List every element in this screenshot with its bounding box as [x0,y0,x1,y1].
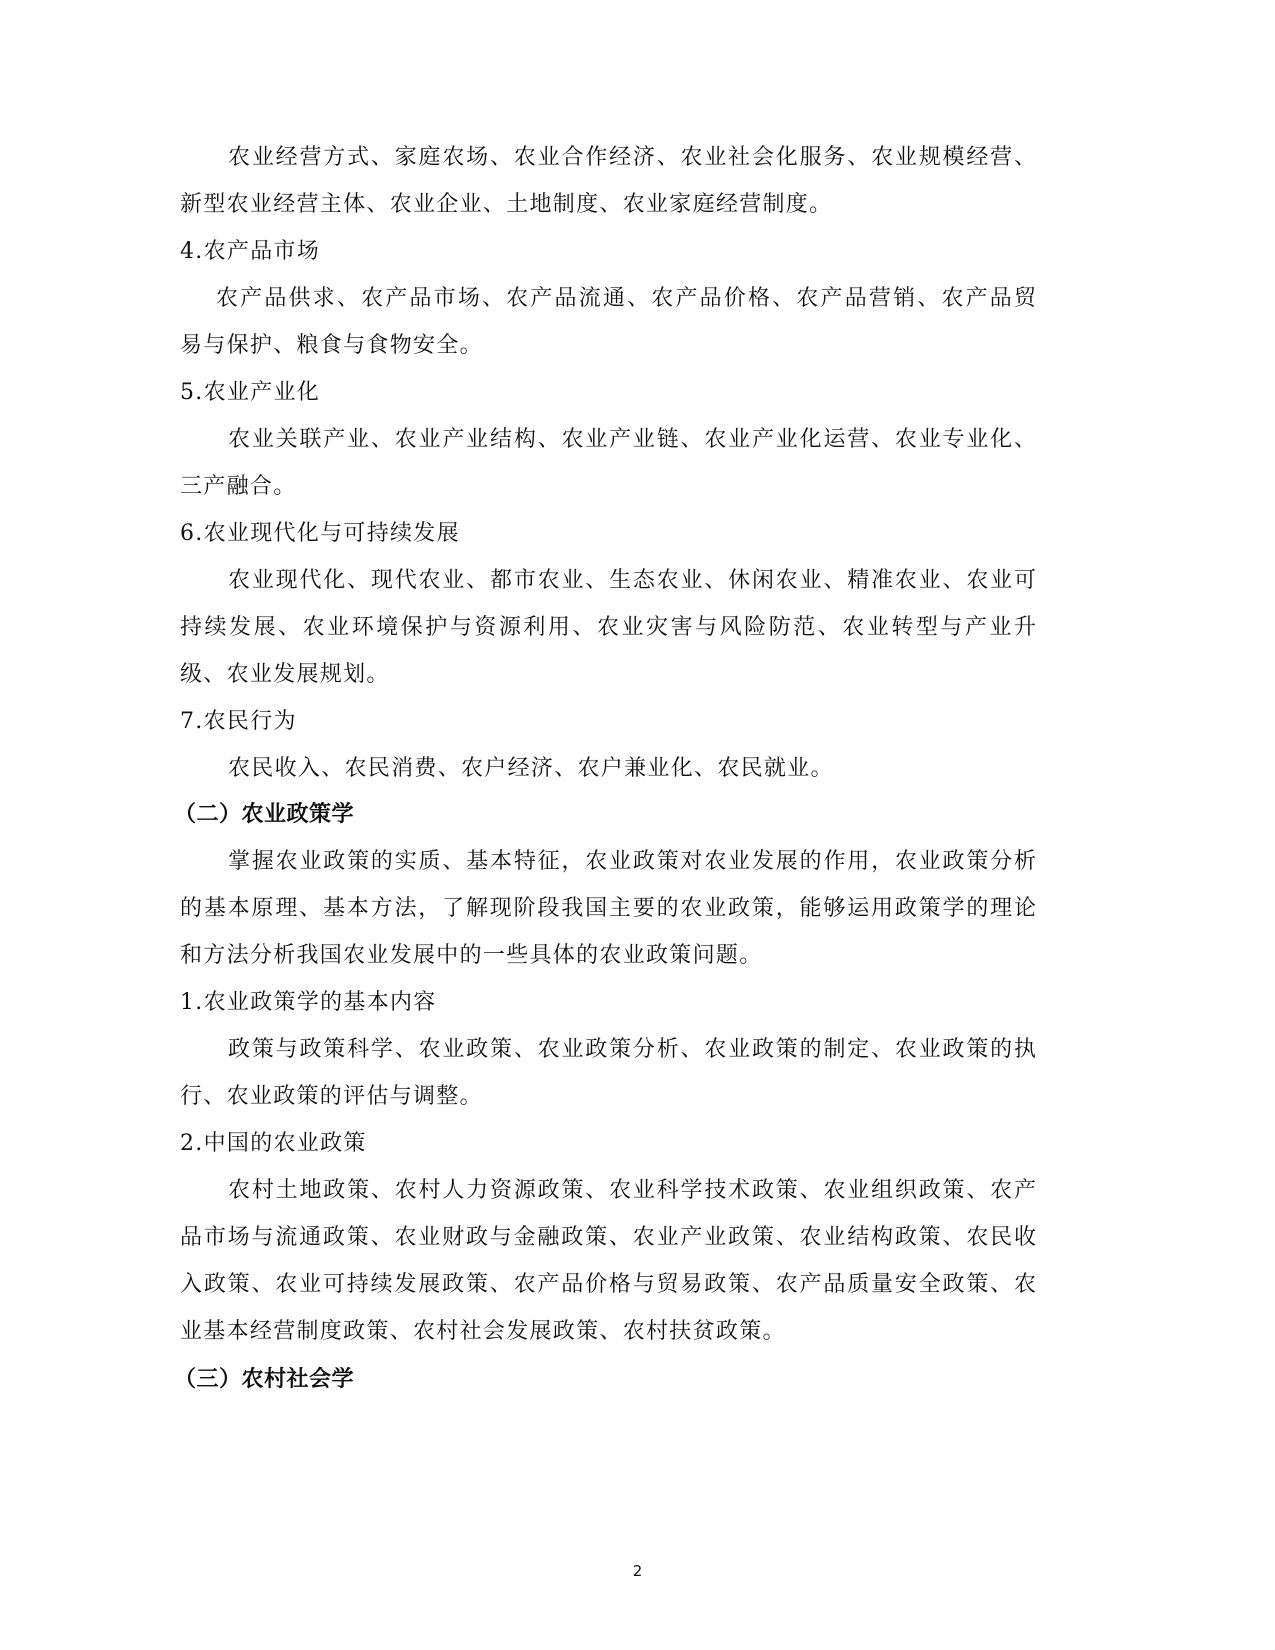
list-item-heading: 1.农业政策学的基本内容 [180,990,437,1015]
paragraph-line: 掌握农业政策的实质、基本特征，农业政策对农业发展的作用，农业政策分析 [228,849,1036,874]
paragraph-line: 农业经营方式、家庭农场、农业合作经济、农业社会化服务、农业规模经营、 [228,145,1036,170]
paragraph-line: 业基本经营制度政策、农村社会发展政策、农村扶贫政策。 [180,1319,786,1344]
paragraph-line: 品市场与流通政策、农业财政与金融政策、农业产业政策、农业结构政策、农民收 [180,1225,1036,1250]
list-item-heading: 7.农民行为 [180,709,297,734]
section-heading: （二）农业政策学 [174,802,355,827]
list-item-heading: 5.农业产业化 [180,380,321,405]
paragraph-line: 入政策、农业可持续发展政策、农产品价格与贸易政策、农产品质量安全政策、农 [180,1272,1036,1297]
paragraph-line: 行、农业政策的评估与调整。 [180,1084,483,1109]
paragraph-line: 易与保护、粮食与食物安全。 [180,333,483,358]
paragraph-line: 级、农业发展规划。 [180,662,390,687]
paragraph-line: 新型农业经营主体、农业企业、土地制度、农业家庭经营制度。 [180,192,833,217]
paragraph-line: 农民收入、农民消费、农户经济、农户兼业化、农民就业。 [228,756,834,781]
paragraph-line: 农业现代化、现代农业、都市农业、生态农业、休闲农业、精准农业、农业可 [228,568,1036,593]
paragraph-line: 农业关联产业、农业产业结构、农业产业链、农业产业化运营、农业专业化、 [228,427,1036,452]
paragraph-line: 的基本原理、基本方法，了解现阶段我国主要的农业政策，能够运用政策学的理论 [180,896,1036,921]
list-item-heading: 6.农业现代化与可持续发展 [180,521,460,546]
paragraph-line: 三产融合。 [180,474,297,499]
section-heading: （三）农村社会学 [174,1367,355,1392]
page-number: 2 [632,1562,643,1580]
paragraph-line: 农产品供求、农产品市场、农产品流通、农产品价格、农产品营销、农产品贸 [216,286,1036,311]
paragraph-line: 持续发展、农业环境保护与资源利用、农业灾害与风险防范、农业转型与产业升 [180,615,1036,640]
paragraph-line: 和方法分析我国农业发展中的一些具体的农业政策问题。 [180,943,763,968]
list-item-heading: 4.农产品市场 [180,239,321,264]
paragraph-line: 农村土地政策、农村人力资源政策、农业科学技术政策、农业组织政策、农产 [228,1178,1036,1203]
paragraph-line: 政策与政策科学、农业政策、农业政策分析、农业政策的制定、农业政策的执 [228,1037,1036,1062]
list-item-heading: 2.中国的农业政策 [180,1131,367,1156]
